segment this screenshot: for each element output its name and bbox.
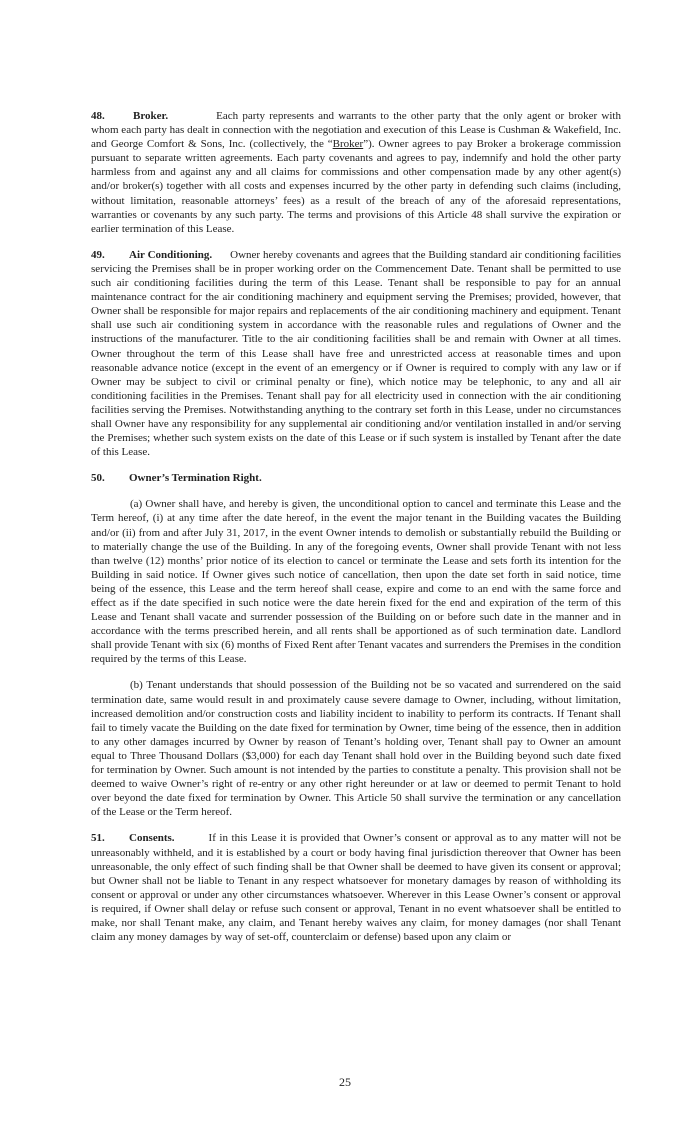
- section-text: Each party represents and warrants to the other party that the only agent or broker with whom each party has dealt in connection with the negotiation and execution of this Lease is Cushman & Wakefield, Inc. and George Comfort & Sons, Inc. (collectively, the “: [91, 110, 621, 151]
- section-49: [91, 248, 621, 459]
- section-number: 50.: [91, 472, 105, 485]
- section-heading: Air Conditioning.: [129, 248, 213, 261]
- section-number: 49.: [91, 248, 105, 261]
- section-heading: Owner’s Termination Right.: [129, 472, 262, 485]
- section-50-subsection-a: (a) Owner shall have, and hereby is given, the unconditional option to cancel and terminate this Lease and the Term hereof, (i) at any time after the date hereof, in the event the major tenant in the Building vacates the Building and/or (ii) from and after July 31, 2017, in the event Owner intends to demolish or substantially rebuild the Building or to materially change the use of the Building. In any of the foregoing events, Owner shall provide Tenant with not less than twelve (12) months’ prior notice of its election to cancel or terminate the Lease and sets forth its intention for the Building in said notice. If Owner gives such notice of cancellation, then upon the date set forth in said notice, time being of the essence, this Lease and the term hereof shall cease, expire and come to an end with the same force and effect as if the date specified in such notice were the date herein fixed for the end and expiration of the term of this Lease and Tenant shall vacate and surrender possession of the Building on or before such date in the manner and in accordance with the terms prescribed herein, and all rents shall be apportioned as of such termination date. Landlord shall provide Tenant with six (6) months of Fixed Rent after Tenant vacates and surrenders the Premises in the condition required by the terms of this Lease.: [91, 498, 621, 666]
- section-number: 48.: [91, 110, 105, 122]
- section-text: If in this Lease it is provided that Owner’s consent or approval as to any matter will not be unreasonably withheld, and it is established by a court or body having final jurisdiction thereover that Owner has been unreasonable, the only effect of such finding shall be that Owner shall be deemed to have given its consent or approval; but Owner shall not be liable to Tenant in any respect whatsoever for monetary damages by reason of withholding its consent or approval or under any other circumstances whatsoever. Wherever in this Lease Owner’s consent or approval is required, if Owner shall delay or refuse such consent or approval, Tenant in no event whatsoever shall be entitled to make, nor shall Tenant make, any claim, and Tenant hereby waives any claim, for money damages (nor shall Tenant claim any money damages by way of set-off, counterclaim or defense) based upon any claim or: [91, 832, 621, 944]
- section-50-heading-line: [91, 471, 621, 485]
- defined-term: Broker: [332, 138, 364, 151]
- page-number: 25: [339, 1075, 351, 1089]
- document-page: [91, 109, 621, 944]
- section-48: [91, 109, 621, 236]
- section-text-continued: ”). Owner agrees to pay Broker a brokerage commission pursuant to separate written agreements. Each party covenants and agrees to pay, indemnify and hold the other party harmless from and against any and all claims for commissions and other compensation made by any other agent(s) and/or broker(s) together with all costs and expenses incurred by the other party in defending such claims (including, without limitation, reasonable attorneys’ fees) as a result of the breach of any of the aforesaid representations, warranties or covenants by any such party. The terms and provisions of this Article 48 shall survive the expiration or earlier termination of this Lease.: [91, 138, 621, 235]
- section-text: Owner hereby covenants and agrees that the Building standard air conditioning facilities servicing the Premises shall be in proper working order on the Commencement Date. Tenant shall be permitted to use such air conditioning facilities during the term of this Lease. Tenant shall be responsible to pay for an annual maintenance contract for the air conditioning machinery and equipment serving the Premises; provided, however, that Owner shall be responsible for major repairs and replacements of the air conditioning machinery and equipment. Tenant shall use such air conditioning system in accordance with the reasonable rules and regulations of Owner and the instructions of the manufacturer. Title to the air conditioning facilities shall be and remain with Owner at all times. Owner throughout the term of this Lease shall have free and unrestricted access at reasonable times and upon reasonable advance notice (except in the event of an emergency or if Owner is required to comply with any law or if Owner may be subject to civil or criminal penalty or fine), which notice may be telephonic, to any and all air conditioning facilities in the Premises. Tenant shall pay for all electricity used in connection with the air conditioning facilities serving the Premises. Notwithstanding anything to the contrary set forth in this Lease, under no circumstances shall Owner have any responsibility for any supplemental air conditioning and/or ventilation installed in and/or serving the Premises; whether such system exists on the date of this Lease or if such system is installed by Tenant after the date of this Lease.: [91, 248, 621, 459]
- section-heading: Consents.: [129, 832, 175, 845]
- section-heading: Broker.: [133, 110, 169, 122]
- section-51: [91, 831, 621, 944]
- section-number: 51.: [91, 832, 105, 845]
- section-50-subsection-b: (b) Tenant understands that should possession of the Building not be so vacated and surrendered on the said termination date, same would result in and proximately cause severe damage to Owner, including, without limitation, increased demolition and/or construction costs and liability incident to inability to perform its contracts. If Tenant shall fail to timely vacate the Building on the date fixed for termination by Owner, time being of the essence, then in addition to any other damages incurred by Owner by reason of Tenant’s holding over, Tenant shall pay to Owner an amount equal to Three Thousand Dollars ($3,000) for each day Tenant shall hold over in the Building beyond such date fixed for termination by Owner. Such amount is not intended by the parties to constitute a penalty. This provision shall not be deemed to waive Owner’s right of re-entry or any other right hereunder or at law or deemed to permit Tenant to hold over beyond the date fixed for termination by Owner. This Article 50 shall survive the termination or any cancellation of the Lease or the Term hereof.: [91, 679, 621, 819]
